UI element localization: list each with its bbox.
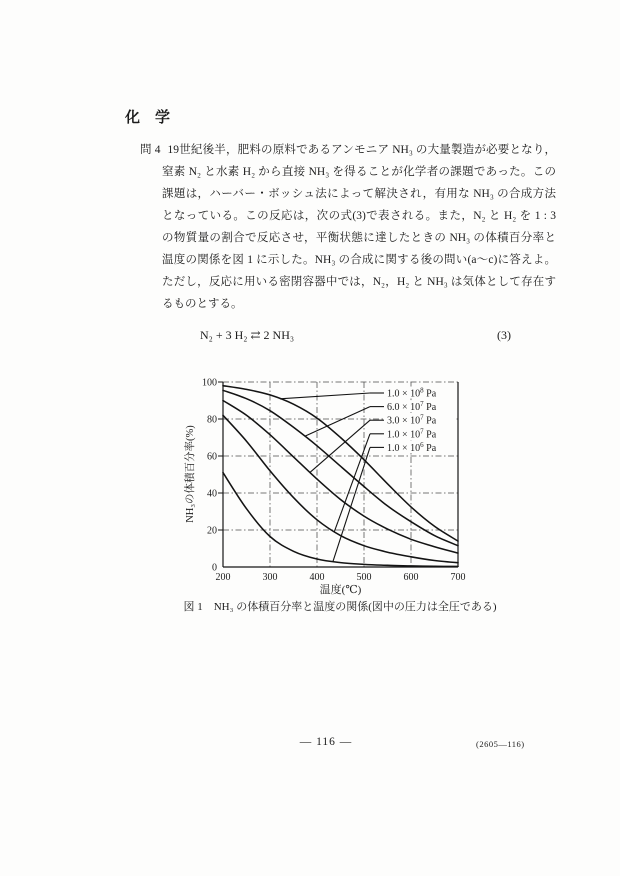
subject-title: 化 学 — [125, 110, 171, 126]
question-paragraph — [140, 139, 556, 315]
legend-label-2: $3.0 \times 10^7$ Pa — [387, 413, 437, 427]
chart-curve-4 — [223, 473, 458, 567]
y-tick-label: 60 — [207, 451, 217, 463]
page-code: (2605—116) — [476, 739, 525, 749]
y-tick-label: 40 — [207, 488, 217, 500]
legend-label-1: $6.0 \times 10^7$ Pa — [387, 400, 437, 414]
x-tick-label: 400 — [309, 572, 325, 583]
page-number: — 116 — — [299, 736, 353, 748]
leader-line-0 — [280, 393, 370, 399]
question-label: 問 4 — [140, 144, 161, 156]
x-axis-label: 温度(℃) — [319, 584, 362, 596]
equation-number: (3) — [497, 328, 511, 342]
figure-1 — [163, 368, 475, 596]
x-tick-label: 700 — [450, 572, 466, 583]
x-tick-label: 600 — [403, 572, 419, 583]
y-axis-label: NH₃の体積百分率(%) — [185, 425, 196, 523]
y-tick-label: 20 — [207, 525, 217, 537]
x-tick-label: 500 — [356, 572, 372, 583]
figure-caption: 図 1 NH₃ の体積百分率と温度の関係(図中の圧力は全圧である) — [183, 601, 497, 613]
x-tick-label: 300 — [262, 572, 278, 583]
legend-label-4: $1.0 \times 10^6$ Pa — [387, 440, 437, 454]
y-tick-label: 100 — [202, 377, 217, 389]
question-text: 19世紀後半，肥料の原料であるアンモニア NH₃ の大量製造が必要となり，窒素 N₂ と水素 H₂ から直接 NH₃ を得ることが化学者の課題であった。この課題は，ハーバー・ボッシュ法によって解決され，有用な NH₃ の合成方法となっている。この反応は，次の式(3)で表される。また，N₂ と H₂ を 1 : 3 の物質量の割合で反応させ，平衡状態に達したときの NH₃ の体積百分率と温度の関係を図 1 に示した。NH₃ の合成に関する後の問い(a～c)に答えよ。ただし，反応に用いる密閉容器中では，N₂，H₂ と NH₃ は気体として存在するものとする。 — [162, 144, 557, 310]
leader-line-2 — [310, 420, 370, 472]
equation: N₂ + 3 H₂ ⇄ 2 NH₃ — [200, 328, 295, 342]
legend-label-0: $1.0 \times 10^8$ Pa — [387, 386, 437, 400]
y-tick-label: 0 — [212, 562, 217, 574]
nh3-equilibrium-chart — [163, 368, 475, 596]
leader-line-1 — [305, 407, 370, 437]
legend-label-3: $1.0 \times 10^7$ Pa — [387, 427, 437, 441]
y-tick-label: 80 — [207, 414, 217, 426]
x-tick-label: 200 — [215, 572, 231, 583]
